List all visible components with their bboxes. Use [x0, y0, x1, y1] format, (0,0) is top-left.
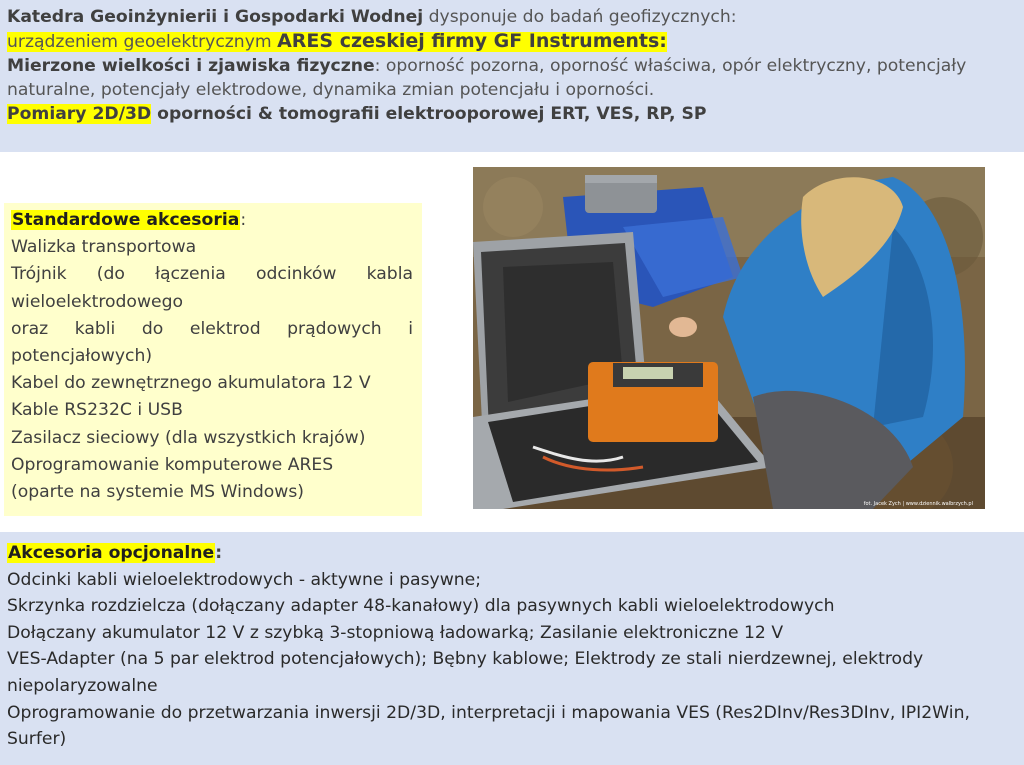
optional-title: Akcesoria opcjonalne: [8, 543, 223, 563]
optional-item: Skrzynka rozdzielcza (dołączany adapter 48-kanałowy) dla pasywnych kabli wieloelektrodowych [7, 596, 835, 617]
intro-text [7, 5, 1019, 126]
optional-item: Odcinki kabli wieloelektrodowych - aktywne i pasywne; [7, 569, 482, 590]
intro-line-1: Katedra Geoinżynierii i Gospodarki Wodnej dysponuje do badań geofizycznych: [7, 7, 737, 27]
optional-item: VES-Adapter (na 5 par elektrod potencjałowych); Bębny kablowe; Elektrody ze stali nierdzewnej, elektrody niepolaryzowalne [7, 649, 924, 696]
optional-item: Dołączany akumulator 12 V z szybką 3-stopniową ładowarką; Zasilanie elektroniczne 12 V [7, 622, 784, 643]
standard-accessories [11, 207, 413, 506]
standard-item: Trójnik (do łączenia odcinków kabla wieloelektrodowego [11, 264, 413, 312]
standard-item: Walizka transportowa [11, 237, 197, 258]
optional-item: Oprogramowanie do przetwarzania inwersji 2D/3D, interpretacji i mapowania VES (Res2DInv/Res3DInv, IPI2Win, Surfer) [7, 702, 970, 750]
standard-item: Oprogramowanie komputerowe ARES [11, 454, 334, 475]
standard-item: Kable RS232C i USB [11, 400, 183, 421]
standard-item: Zasilacz sieciowy (dla wszystkich krajów) [11, 427, 366, 448]
intro-line-2: urządzeniem geoelektrycznym ARES czeskiej firmy GF Instruments: [7, 30, 667, 52]
standard-item: (oparte na systemie MS Windows) [11, 482, 304, 503]
standard-item: oraz kabli do elektrod prądowych i potencjałowych) [11, 318, 413, 367]
intro-line-4: Pomiary 2D/3D oporności & tomografii elektrooporowej ERT, VES, RP, SP [7, 104, 707, 124]
standard-title: Standardowe akcesoria: [12, 210, 247, 230]
photo-credit: fot. Jacek Zych | www.dziennik.walbrzych.pl [863, 501, 973, 507]
standard-item: Kabel do zewnętrznego akumulatora 12 V [11, 373, 371, 394]
field-photo [473, 167, 985, 509]
intro-line-3: Mierzone wielkości i zjawiska fizyczne: oporność pozorna, oporność właściwa, opór elektryczny, potencjały naturalne, potencjały elektrodowe, dynamika zmian potencjału i oporności. [7, 56, 967, 100]
optional-accessories [7, 540, 1019, 753]
